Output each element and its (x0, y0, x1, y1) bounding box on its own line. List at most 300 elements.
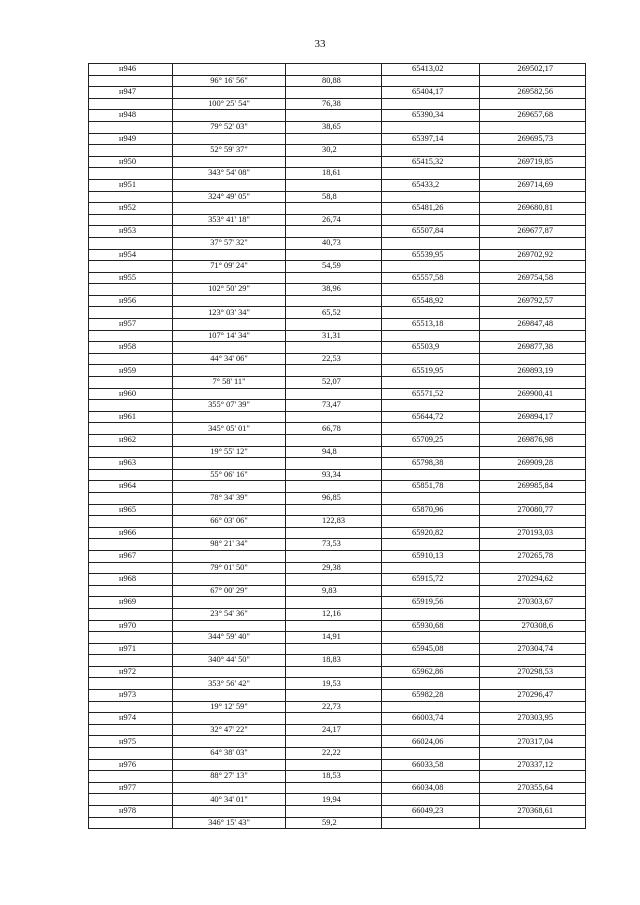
direction-angle: 52° 59' 37" (173, 145, 286, 157)
direction-angle: 7° 58' 11" (173, 377, 286, 389)
distance-empty (286, 435, 382, 447)
point-row (89, 87, 586, 99)
point-row (89, 504, 586, 516)
segment-row (89, 261, 586, 273)
point-empty (89, 469, 173, 481)
x-coordinate: 65920,82 (382, 527, 480, 539)
angle-empty (173, 272, 286, 284)
segment-length: 73,53 (286, 539, 382, 551)
x-empty (382, 377, 480, 389)
y-empty (480, 585, 586, 597)
angle-empty (173, 411, 286, 423)
x-empty (382, 400, 480, 412)
point-id: н956 (89, 295, 173, 307)
x-empty (382, 771, 480, 783)
y-empty (480, 724, 586, 736)
direction-angle: 344° 59' 40" (173, 632, 286, 644)
point-row (89, 527, 586, 539)
angle-empty (173, 713, 286, 725)
segment-row (89, 145, 586, 157)
y-coordinate: 269680,81 (480, 203, 586, 215)
distance-empty (286, 249, 382, 261)
point-empty (89, 168, 173, 180)
segment-length: 30,2 (286, 145, 382, 157)
direction-angle: 37° 57' 32" (173, 237, 286, 249)
point-empty (89, 771, 173, 783)
point-id: н960 (89, 388, 173, 400)
y-coordinate: 270294,62 (480, 574, 586, 586)
y-empty (480, 307, 586, 319)
distance-empty (286, 713, 382, 725)
point-id: н977 (89, 782, 173, 794)
point-row (89, 806, 586, 818)
y-empty (480, 771, 586, 783)
x-coordinate: 65910,13 (382, 550, 480, 562)
y-coordinate: 269677,87 (480, 226, 586, 238)
y-empty (480, 353, 586, 365)
y-empty (480, 75, 586, 87)
angle-empty (173, 527, 286, 539)
segment-length: 38,96 (286, 284, 382, 296)
angle-empty (173, 597, 286, 609)
y-empty (480, 492, 586, 504)
direction-angle: 79° 01' 50" (173, 562, 286, 574)
distance-empty (286, 643, 382, 655)
segment-row (89, 817, 586, 829)
point-empty (89, 632, 173, 644)
segment-length: 19,94 (286, 794, 382, 806)
direction-angle: 67° 00' 29" (173, 585, 286, 597)
y-empty (480, 632, 586, 644)
x-coordinate: 65798,38 (382, 458, 480, 470)
distance-empty (286, 481, 382, 493)
segment-row (89, 98, 586, 110)
point-row (89, 226, 586, 238)
angle-empty (173, 87, 286, 99)
angle-empty (173, 319, 286, 331)
segment-row (89, 237, 586, 249)
y-coordinate: 269900,41 (480, 388, 586, 400)
direction-angle: 98° 21' 34" (173, 539, 286, 551)
x-coordinate: 65397,14 (382, 133, 480, 145)
x-empty (382, 75, 480, 87)
segment-row (89, 771, 586, 783)
x-coordinate: 66049,23 (382, 806, 480, 818)
segment-length: 18,83 (286, 655, 382, 667)
point-empty (89, 817, 173, 829)
distance-empty (286, 806, 382, 818)
angle-empty (173, 736, 286, 748)
segment-row (89, 794, 586, 806)
x-empty (382, 261, 480, 273)
x-empty (382, 632, 480, 644)
distance-empty (286, 574, 382, 586)
y-empty (480, 330, 586, 342)
point-row (89, 736, 586, 748)
point-row (89, 249, 586, 261)
y-empty (480, 98, 586, 110)
distance-empty (286, 620, 382, 632)
point-row (89, 620, 586, 632)
point-empty (89, 655, 173, 667)
point-row (89, 481, 586, 493)
point-row (89, 272, 586, 284)
direction-angle: 66° 03' 06" (173, 516, 286, 528)
distance-empty (286, 226, 382, 238)
segment-row (89, 75, 586, 87)
direction-angle: 345° 05' 01" (173, 423, 286, 435)
x-coordinate: 66024,06 (382, 736, 480, 748)
point-empty (89, 261, 173, 273)
point-id: н970 (89, 620, 173, 632)
point-empty (89, 562, 173, 574)
point-id: н967 (89, 550, 173, 562)
segment-length: 31,31 (286, 330, 382, 342)
distance-empty (286, 597, 382, 609)
point-id: н949 (89, 133, 173, 145)
point-row (89, 690, 586, 702)
distance-empty (286, 458, 382, 470)
x-empty (382, 539, 480, 551)
point-row (89, 203, 586, 215)
y-empty (480, 400, 586, 412)
x-empty (382, 794, 480, 806)
segment-row (89, 214, 586, 226)
direction-angle: 324° 49' 05" (173, 191, 286, 203)
segment-length: 58,8 (286, 191, 382, 203)
segment-row (89, 724, 586, 736)
segment-row (89, 748, 586, 760)
page-number: 33 (314, 38, 326, 50)
point-empty (89, 191, 173, 203)
x-empty (382, 121, 480, 133)
direction-angle: 19° 12' 59" (173, 701, 286, 713)
direction-angle: 340° 44' 50" (173, 655, 286, 667)
direction-angle: 64° 38' 03" (173, 748, 286, 760)
angle-empty (173, 690, 286, 702)
angle-empty (173, 342, 286, 354)
angle-empty (173, 782, 286, 794)
direction-angle: 107° 14' 34" (173, 330, 286, 342)
x-coordinate: 65644,72 (382, 411, 480, 423)
y-coordinate: 270368,61 (480, 806, 586, 818)
distance-empty (286, 736, 382, 748)
angle-empty (173, 249, 286, 261)
x-empty (382, 678, 480, 690)
point-id: н976 (89, 759, 173, 771)
segment-length: 73,47 (286, 400, 382, 412)
distance-empty (286, 156, 382, 168)
direction-angle: 23° 54' 36" (173, 608, 286, 620)
segment-length: 96,85 (286, 492, 382, 504)
y-empty (480, 191, 586, 203)
x-coordinate: 65481,26 (382, 203, 480, 215)
x-empty (382, 191, 480, 203)
x-coordinate: 65557,58 (382, 272, 480, 284)
direction-angle: 78° 34' 39" (173, 492, 286, 504)
y-coordinate: 269893,19 (480, 365, 586, 377)
segment-length: 22,22 (286, 748, 382, 760)
segment-length: 66,78 (286, 423, 382, 435)
angle-empty (173, 620, 286, 632)
point-row (89, 435, 586, 447)
segment-row (89, 168, 586, 180)
point-row (89, 156, 586, 168)
point-id: н962 (89, 435, 173, 447)
segment-row (89, 608, 586, 620)
y-empty (480, 261, 586, 273)
x-empty (382, 492, 480, 504)
x-empty (382, 214, 480, 226)
x-empty (382, 446, 480, 458)
segment-length: 19,53 (286, 678, 382, 690)
point-id: н954 (89, 249, 173, 261)
angle-empty (173, 156, 286, 168)
point-empty (89, 330, 173, 342)
x-coordinate: 65915,72 (382, 574, 480, 586)
x-empty (382, 469, 480, 481)
point-id: н955 (89, 272, 173, 284)
point-row (89, 64, 586, 76)
direction-angle: 355° 07' 39" (173, 400, 286, 412)
x-empty (382, 748, 480, 760)
distance-empty (286, 203, 382, 215)
segment-row (89, 446, 586, 458)
x-coordinate: 65539,95 (382, 249, 480, 261)
y-coordinate: 270337,12 (480, 759, 586, 771)
y-empty (480, 794, 586, 806)
point-row (89, 388, 586, 400)
x-coordinate: 65945,08 (382, 643, 480, 655)
y-empty (480, 701, 586, 713)
point-empty (89, 794, 173, 806)
segment-row (89, 632, 586, 644)
segment-row (89, 423, 586, 435)
x-coordinate: 65413,02 (382, 64, 480, 76)
point-row (89, 133, 586, 145)
direction-angle: 353° 41' 18" (173, 214, 286, 226)
point-empty (89, 516, 173, 528)
point-row (89, 411, 586, 423)
x-coordinate: 65390,34 (382, 110, 480, 122)
segment-row (89, 191, 586, 203)
direction-angle: 32° 47' 22" (173, 724, 286, 736)
segment-row (89, 678, 586, 690)
point-id: н959 (89, 365, 173, 377)
y-coordinate: 269792,57 (480, 295, 586, 307)
y-coordinate: 270193,03 (480, 527, 586, 539)
angle-empty (173, 481, 286, 493)
point-empty (89, 284, 173, 296)
y-coordinate: 270298,53 (480, 666, 586, 678)
y-coordinate: 269985,84 (480, 481, 586, 493)
y-empty (480, 377, 586, 389)
y-coordinate: 270303,95 (480, 713, 586, 725)
point-id: н957 (89, 319, 173, 331)
x-empty (382, 516, 480, 528)
y-coordinate: 270317,04 (480, 736, 586, 748)
point-empty (89, 98, 173, 110)
distance-empty (286, 133, 382, 145)
y-coordinate: 269754,58 (480, 272, 586, 284)
direction-angle: 55° 06' 16" (173, 469, 286, 481)
direction-angle: 96° 16' 56" (173, 75, 286, 87)
y-coordinate: 269502,17 (480, 64, 586, 76)
segment-row (89, 492, 586, 504)
y-empty (480, 214, 586, 226)
y-empty (480, 423, 586, 435)
segment-length: 22,73 (286, 701, 382, 713)
point-row (89, 597, 586, 609)
point-id: н965 (89, 504, 173, 516)
y-coordinate: 269714,69 (480, 179, 586, 191)
point-row (89, 782, 586, 794)
y-coordinate: 270080,77 (480, 504, 586, 516)
direction-angle: 353° 56' 42" (173, 678, 286, 690)
point-id: н973 (89, 690, 173, 702)
x-empty (382, 562, 480, 574)
distance-empty (286, 690, 382, 702)
x-empty (382, 145, 480, 157)
point-empty (89, 400, 173, 412)
segment-row (89, 353, 586, 365)
x-coordinate: 65571,52 (382, 388, 480, 400)
point-id: н951 (89, 179, 173, 191)
point-id: н978 (89, 806, 173, 818)
segment-row (89, 585, 586, 597)
x-empty (382, 98, 480, 110)
y-coordinate: 270304,74 (480, 643, 586, 655)
angle-empty (173, 435, 286, 447)
segment-length: 26,74 (286, 214, 382, 226)
y-empty (480, 284, 586, 296)
x-empty (382, 168, 480, 180)
segment-length: 54,59 (286, 261, 382, 273)
point-empty (89, 492, 173, 504)
y-empty (480, 748, 586, 760)
y-empty (480, 446, 586, 458)
point-empty (89, 214, 173, 226)
segment-length: 52,07 (286, 377, 382, 389)
x-coordinate: 65415,32 (382, 156, 480, 168)
segment-row (89, 562, 586, 574)
x-coordinate: 65513,18 (382, 319, 480, 331)
angle-empty (173, 110, 286, 122)
point-id: н969 (89, 597, 173, 609)
point-id: н964 (89, 481, 173, 493)
distance-empty (286, 342, 382, 354)
segment-length: 38,65 (286, 121, 382, 133)
segment-length: 65,52 (286, 307, 382, 319)
y-empty (480, 678, 586, 690)
x-empty (382, 330, 480, 342)
angle-empty (173, 666, 286, 678)
point-row (89, 110, 586, 122)
segment-length: 80,88 (286, 75, 382, 87)
x-coordinate: 65982,28 (382, 690, 480, 702)
y-empty (480, 516, 586, 528)
y-coordinate: 269877,38 (480, 342, 586, 354)
direction-angle: 343° 54' 08" (173, 168, 286, 180)
point-empty (89, 724, 173, 736)
segment-row (89, 655, 586, 667)
direction-angle: 71° 09' 24" (173, 261, 286, 273)
point-row (89, 295, 586, 307)
y-coordinate: 270355,64 (480, 782, 586, 794)
segment-row (89, 121, 586, 133)
coordinates-table-body (89, 64, 586, 829)
point-id: н947 (89, 87, 173, 99)
y-coordinate: 269657,68 (480, 110, 586, 122)
y-coordinate: 269719,85 (480, 156, 586, 168)
segment-row (89, 284, 586, 296)
angle-empty (173, 458, 286, 470)
point-row (89, 574, 586, 586)
segment-length: 18,53 (286, 771, 382, 783)
point-id: н963 (89, 458, 173, 470)
angle-empty (173, 133, 286, 145)
y-empty (480, 469, 586, 481)
point-id: н952 (89, 203, 173, 215)
x-empty (382, 701, 480, 713)
distance-empty (286, 319, 382, 331)
y-empty (480, 817, 586, 829)
y-coordinate: 269582,56 (480, 87, 586, 99)
angle-empty (173, 295, 286, 307)
direction-angle: 19° 55' 12" (173, 446, 286, 458)
x-coordinate: 65548,92 (382, 295, 480, 307)
point-id: н958 (89, 342, 173, 354)
x-coordinate: 65930,68 (382, 620, 480, 632)
distance-empty (286, 782, 382, 794)
x-empty (382, 655, 480, 667)
segment-row (89, 516, 586, 528)
point-id: н946 (89, 64, 173, 76)
angle-empty (173, 806, 286, 818)
x-coordinate: 66034,08 (382, 782, 480, 794)
point-row (89, 458, 586, 470)
point-empty (89, 701, 173, 713)
y-coordinate: 269847,48 (480, 319, 586, 331)
distance-empty (286, 365, 382, 377)
distance-empty (286, 527, 382, 539)
x-empty (382, 423, 480, 435)
x-coordinate: 65962,86 (382, 666, 480, 678)
x-coordinate: 65519,95 (382, 365, 480, 377)
point-row (89, 342, 586, 354)
direction-angle: 44° 34' 06" (173, 353, 286, 365)
y-coordinate: 270303,67 (480, 597, 586, 609)
distance-empty (286, 110, 382, 122)
y-empty (480, 145, 586, 157)
x-empty (382, 608, 480, 620)
angle-empty (173, 179, 286, 191)
y-coordinate: 269909,28 (480, 458, 586, 470)
segment-length: 12,16 (286, 608, 382, 620)
angle-empty (173, 504, 286, 516)
distance-empty (286, 87, 382, 99)
y-empty (480, 539, 586, 551)
point-empty (89, 423, 173, 435)
y-empty (480, 655, 586, 667)
point-empty (89, 307, 173, 319)
segment-length: 22,53 (286, 353, 382, 365)
point-empty (89, 539, 173, 551)
x-coordinate: 65503,9 (382, 342, 480, 354)
angle-empty (173, 64, 286, 76)
point-id: н950 (89, 156, 173, 168)
point-id: н974 (89, 713, 173, 725)
